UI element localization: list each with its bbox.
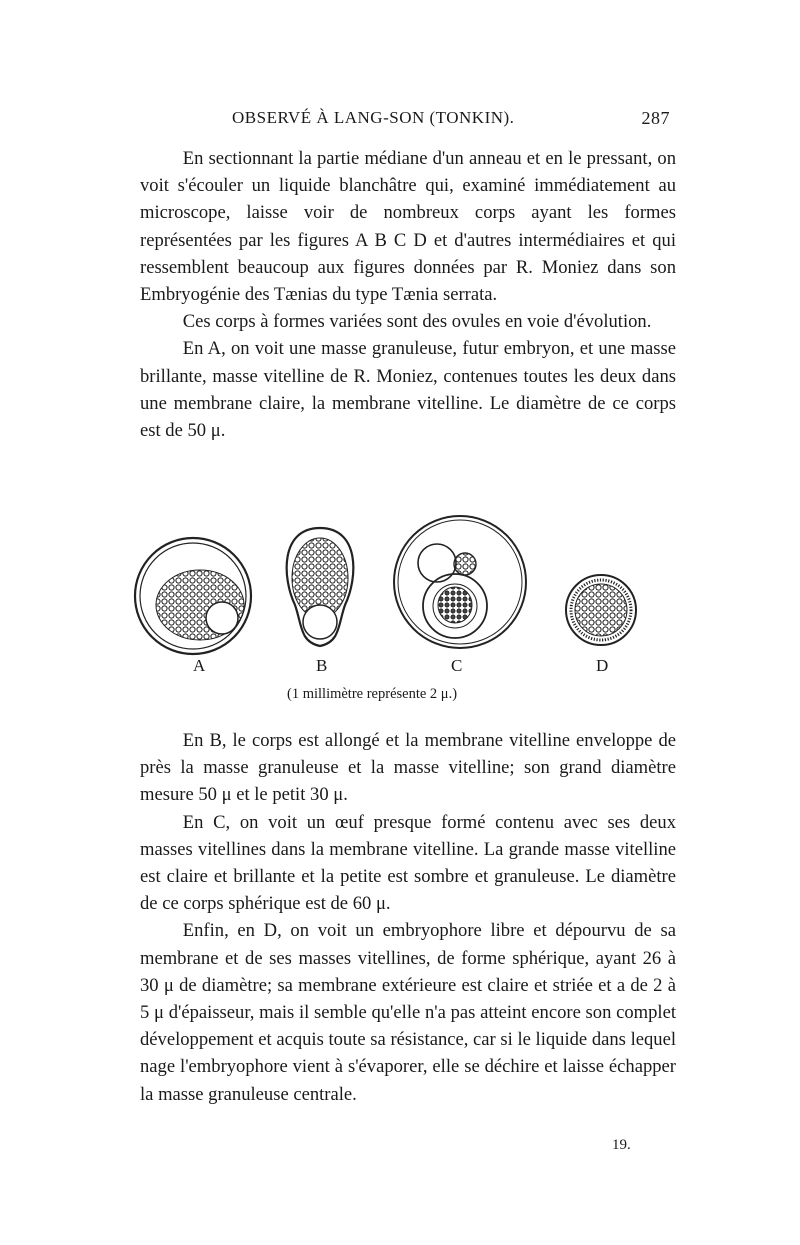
figure-b	[287, 528, 354, 646]
figure-a	[135, 538, 251, 654]
paragraph: En C, on voit un œuf presque formé contenu avec ses deux masses vitellines dans la membrane vitelline. La grande masse vitelline est claire et brillante et la petite est sombre et granuleuse. Le diamètre de ce corps sphérique est de 60 μ.	[140, 811, 676, 915]
figure-ovules	[0, 500, 800, 710]
figure-label-b: B	[316, 656, 328, 675]
running-header	[140, 108, 670, 138]
paragraph: En A, on voit une masse granuleuse, futur embryon, et une masse brillante, masse vitelline de R. Moniez, contenues toutes les deux dans une membrane claire, la membrane vitelline. Le diamètre de ce corps est de 50 μ.	[140, 338, 676, 442]
text-block-bottom	[140, 727, 676, 1108]
paragraph: Enfin, en D, on voit un embryophore libre et dépourvu de sa membrane et de ses masses vitellines, de forme sphérique, ayant 26 à 30 μ de diamètre; sa membrane extérieure est claire et striée et a de 2 à 5 μ d'épaisseur, mais il semble qu'elle n'a pas atteint encore son complet développement et acquis toute sa résistance, car si le liquide dans lequel nage l'embryophore vient à s'évaporer, elle se déchire et laisse échapper la masse granuleuse centrale.	[140, 920, 676, 1105]
running-title: OBSERVÉ À LANG-SON (TONKIN).	[232, 108, 515, 127]
paragraph: En B, le corps est allongé et la membrane vitelline enveloppe de près la masse granuleuse et la masse vitelline; son grand diamètre mesure 50 μ et le petit 30 μ.	[140, 730, 676, 806]
figure-d	[566, 575, 636, 645]
text-block-top	[140, 145, 676, 444]
figure-label-a: A	[193, 656, 206, 675]
figure-c	[394, 516, 526, 648]
page-number: 287	[641, 108, 670, 128]
signature-mark: 19.	[612, 1137, 631, 1153]
paragraph: Ces corps à formes variées sont des ovules en voie d'évolution.	[182, 311, 652, 333]
figure-label-d: D	[596, 656, 609, 675]
figure-caption: (1 millimètre représente 2 μ.)	[287, 686, 458, 702]
figure-label-c: C	[451, 656, 463, 675]
figure-drawings	[0, 500, 800, 710]
paragraph: En sectionnant la partie médiane d'un anneau et en le pressant, on voit s'écouler un liquide blanchâtre qui, examiné immédiatement au microscope, laisse voir de nombreux corps ayant les formes représentées par les figures A B C D et d'autres intermédiaires et qui ressemblent beaucoup aux figures données par R. Moniez dans son Embryogénie des Tænias du type Tænia serrata.	[140, 148, 676, 306]
